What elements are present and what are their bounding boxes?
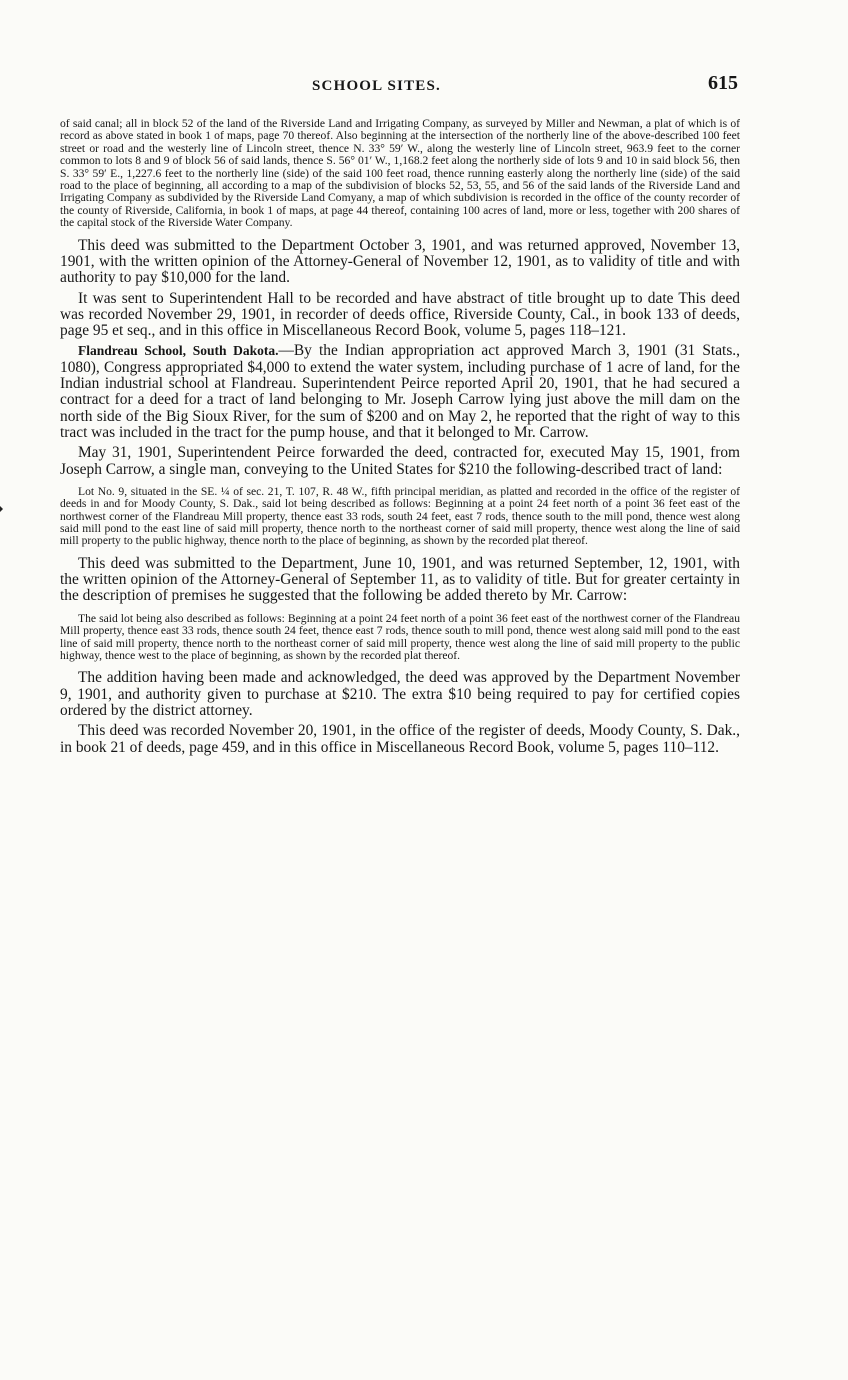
page-body: [60, 118, 740, 756]
additional-lot-description: The said lot being also described as follows: Beginning at a point 24 feet north of a point 36 feet east of the northwest corner of the Flandreau Mill property, thence east 33 rods, thence south 24 feet, thence east 7 rods, thence south to mill pond, thence west along said mill pond to the east line of said mill property, thence north to the northeast corner of said mill property, thence west along the line of said mill property to the public highway, thence west to the place of beginning, as shown by the recorded plat thereof.: [60, 611, 740, 662]
paragraph-deed-approved: The addition having been made and acknowledged, the deed was approved by the Department November 9, 1901, and authority given to purchase at $210. The extra $10 being required to pay for certified copies ordered by the district attorney.: [60, 669, 740, 719]
paragraph-flandreau-school: [60, 343, 740, 441]
document-page: [60, 0, 740, 1380]
page-header: [60, 72, 740, 100]
page-number: 615: [708, 72, 738, 94]
land-description-continued: of said canal; all in block 52 of the land of the Riverside Land and Irrigating Company, as surveyed by Miller and Newman, a plat of which is of record as above stated in book 1 of maps, page 70 thereof. Also beginning at the intersection of the northerly line of the above-described 100 feet street or road and the westerly line of Lincoln street, thence N. 33° 59′ W., along the westerly line of Lincoln street, 963.9 feet to the corner common to lots 8 and 9 of block 56 of said lands, thence S. 56° 01′ W., 1,168.2 feet along the northerly side of lots 9 and 10 in said block 56, then S. 33° 59′ E., 1,227.6 feet to the northerly line (side) of the said 100 feet road, thence running easterly along the northerly line (side) of the said road to the place of beginning, all according to a map of the subdivision of blocks 52, 53, 55, and 56 of the said lands of the Riverside Land and Irrigating Company as subdivided by the Riverside Land Comyany, a map of which subdivision is recorded in the office of the county recorder of the county of Riverside, California, in book 1 of maps, at page 44 thereof, containing 100 acres of land, more or less, together with 200 shares of the capital stock of the Riverside Water Company.: [60, 117, 740, 230]
paragraph-flandreau-deed-forwarded: May 31, 1901, Superintendent Peirce forwarded the deed, contracted for, executed May 15, 1901, from Joseph Carrow, a single man, conveying to the United States for $210 the following-described tract of land:: [60, 444, 740, 478]
section-heading-flandreau: Flandreau School, South Dakota.: [78, 343, 279, 359]
paragraph-flandreau-body: —By the Indian appropriation act approved March 3, 1901 (31 Stats., 1080), Congress appropriated $4,000 to extend the water system, including purchase of 1 acre of land, for the Indian industrial school at Flandreau. Superintendent Peirce reported April 20, 1901, that he had secured a contract for a deed for a tract of land belonging to Mr. Joseph Carrow lying just above the mill dam on the north side of the Big Sioux River, for the sum of $200 and on May 2, he reported that the right of way to this tract was included in the tract for the pump house, and that it belonged to Mr. Carrow.: [60, 342, 741, 441]
running-head: SCHOOL SITES.: [312, 78, 441, 94]
paragraph-flandreau-deed-returned: This deed was submitted to the Department, June 10, 1901, and was returned September, 12, 1901, with the written opinion of the Attorney-General of September 11, as to validity of title. But for greater certainty in the description of premises he suggested that the following be added thereto by Mr. Carrow:: [60, 554, 740, 605]
lot-description: Lot No. 9, situated in the SE. ¼ of sec. 21, T. 107, R. 48 W., fifth principal meridian, as platted and recorded in the office of the register of deeds in and for Moody County, S. Dak., said lot being described as follows: Beginning at a point 24 feet north of a point 36 feet east of the northwest corner of the Flandreau Mill property, thence east 33 rods, south 24 feet, east 7 rods, thence south to the mill pond, thence west along said mill pond to the east line of said mill property, thence north to the northeast corner of said mill property, thence west along the line of said mill property to the public highway, thence north to the place of beginning, as shown by the recorded plat thereof.: [60, 484, 740, 548]
binding-tick-mark: [0, 502, 4, 516]
paragraph-deed-recorded: This deed was recorded November 20, 1901, in the office of the register of deeds, Moody County, S. Dak., in book 21 of deeds, page 459, and in this office in Miscellaneous Record Book, volume 5, pages 110–112.: [60, 722, 740, 756]
paragraph-riverside-deed-approval: This deed was submitted to the Department October 3, 1901, and was returned approved, November 13, 1901, with the written opinion of the Attorney-General of November 12, 1901, as to validity of title and with authority to pay $10,000 for the land.: [60, 236, 740, 287]
paragraph-riverside-deed-recorded: It was sent to Superintendent Hall to be recorded and have abstract of title brought up to date This deed was recorded November 29, 1901, in recorder of deeds office, Riverside County, Cal., in book 133 of deeds, page 95 et seq., and in this office in Miscellaneous Record Book, volume 5, pages 118–121.: [60, 289, 740, 340]
